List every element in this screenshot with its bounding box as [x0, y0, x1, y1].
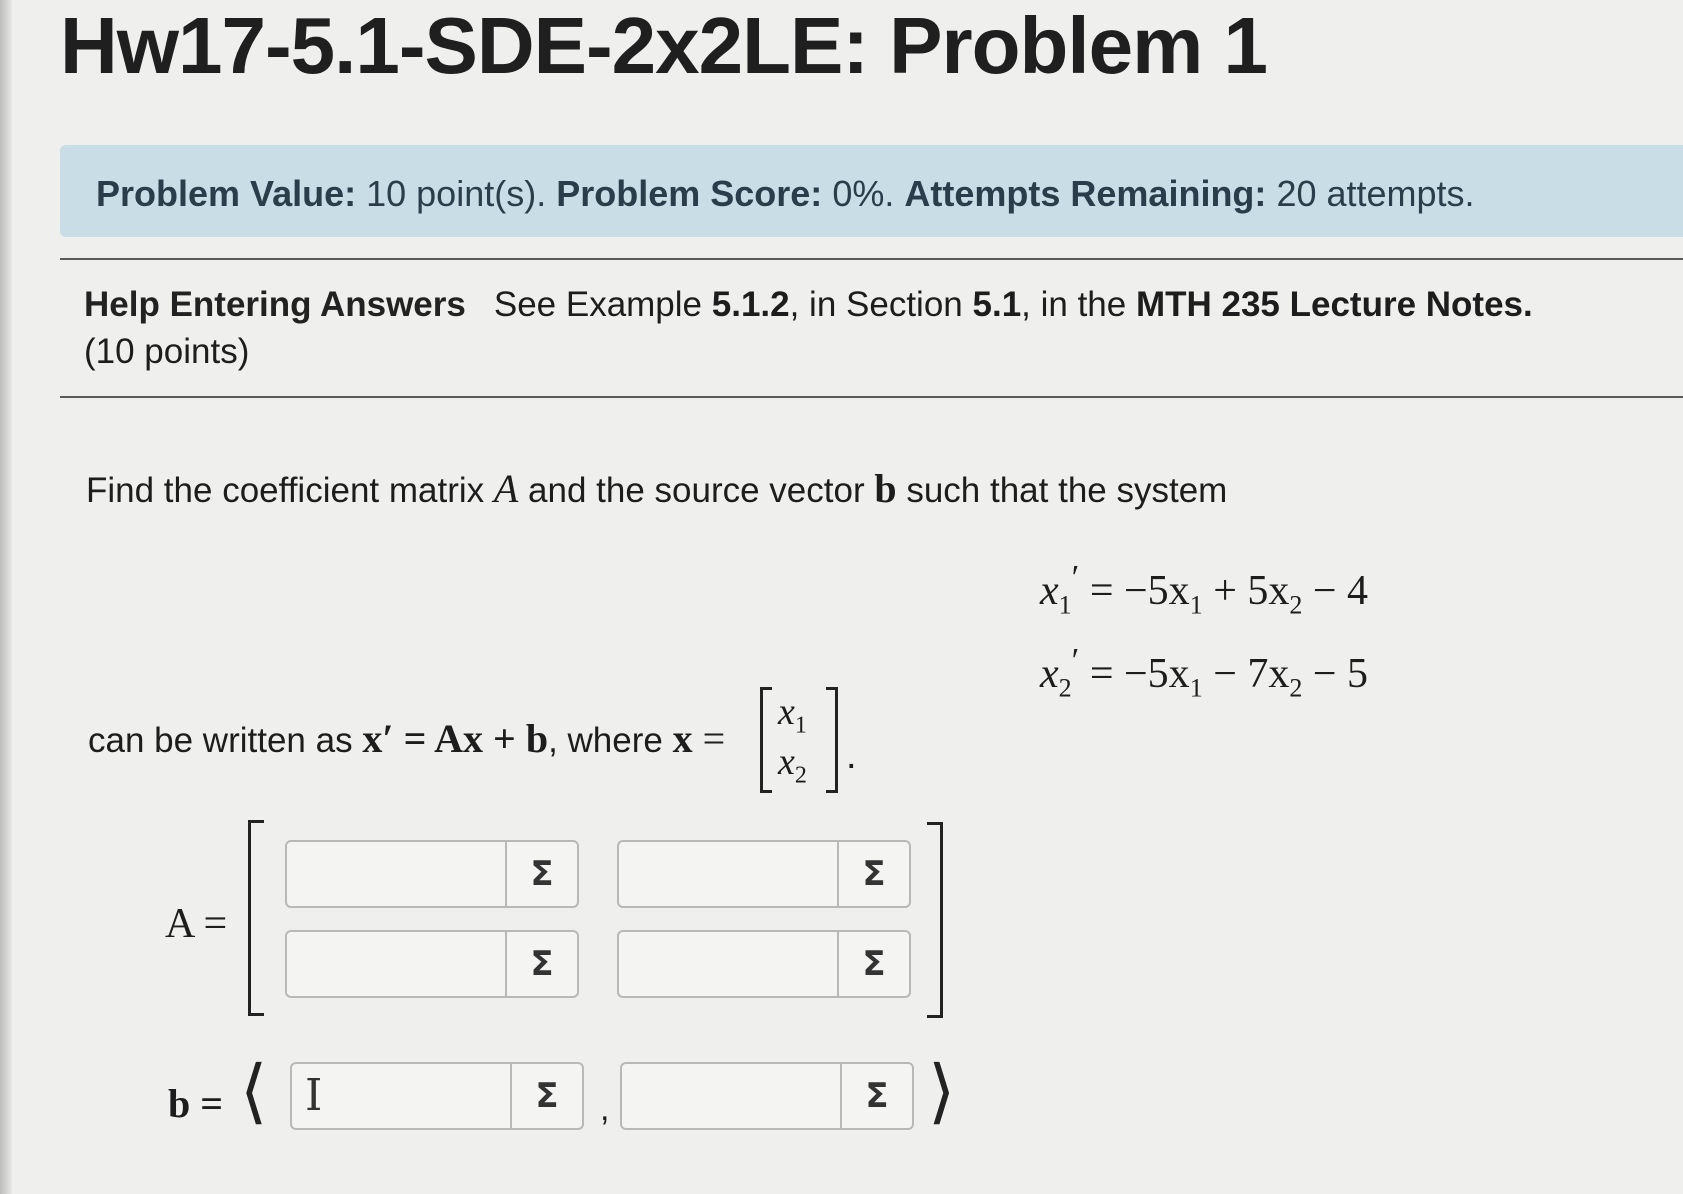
- equation-system: [1040, 550, 1368, 717]
- x-vector-x2: $x_2$: [778, 741, 807, 789]
- matrix-form-statement: [88, 715, 725, 762]
- sigma-icon[interactable]: Σ: [862, 854, 886, 894]
- statement-text-3: such that the system: [896, 471, 1228, 510]
- statement-text-1: Find the coefficient matrix: [86, 471, 494, 510]
- written-equals: =: [692, 716, 726, 761]
- matrix-right-bracket: [927, 822, 943, 1018]
- sigma-icon[interactable]: Σ: [530, 944, 554, 984]
- help-example: 5.1.2: [711, 285, 790, 324]
- help-section: 5.1: [972, 285, 1022, 324]
- problem-value: 10 point(s).: [366, 173, 547, 214]
- problem-value-label: Problem Value:: [96, 173, 357, 214]
- written-text-1: can be written as: [88, 721, 363, 760]
- matrix-left-bracket: [248, 820, 264, 1016]
- help-line: [84, 285, 1533, 325]
- A11-answer-field[interactable]: [285, 840, 579, 908]
- statement-b: b: [874, 466, 897, 511]
- A22-input[interactable]: [619, 932, 839, 996]
- page-edge: [0, 0, 12, 1194]
- written-text-2: , where: [548, 721, 673, 760]
- help-text-mid2: , in the: [1021, 285, 1136, 324]
- sigma-icon[interactable]: Σ: [862, 944, 886, 984]
- help-notes: MTH 235 Lecture Notes.: [1135, 285, 1533, 324]
- page-title: Hw17-5.1-SDE-2x2LE: Problem 1: [60, 1, 1267, 90]
- A22-answer-field[interactable]: [617, 930, 911, 998]
- b-separator: ,: [600, 1090, 610, 1128]
- statement-text-2: and the source vector: [518, 471, 875, 510]
- problem-info-box: [60, 145, 1683, 237]
- left-angle-bracket-icon: ⟨: [240, 1050, 268, 1132]
- sigma-icon[interactable]: Σ: [535, 1076, 559, 1116]
- b2-answer-field[interactable]: [620, 1062, 914, 1130]
- statement-A: A: [493, 466, 519, 511]
- help-entering-answers-link[interactable]: Help Entering Answers: [84, 285, 466, 324]
- problem-score: 0%.: [832, 173, 895, 214]
- x-vector-right-bracket: [826, 687, 838, 793]
- attempts-label: Attempts Remaining:: [904, 173, 1267, 214]
- sentence-period: .: [846, 735, 857, 777]
- sigma-icon[interactable]: Σ: [530, 854, 554, 894]
- x-vector-x1: $x_1$: [778, 691, 807, 739]
- problem-score-label: Problem Score:: [556, 173, 823, 214]
- x-vector: [760, 690, 838, 790]
- A21-input[interactable]: [287, 932, 507, 996]
- sigma-icon[interactable]: Σ: [865, 1076, 889, 1116]
- equation-2: $x_2' = -5x_1 - 7x_2 - 5$: [1040, 641, 1369, 703]
- problem-statement: [86, 465, 1227, 512]
- b-label: b =: [168, 1081, 224, 1126]
- A12-input[interactable]: [619, 842, 839, 906]
- A-label: A =: [165, 901, 228, 947]
- A12-answer-field[interactable]: [617, 840, 911, 908]
- b2-input[interactable]: [622, 1064, 842, 1128]
- equation-1: $x_1' = -5x_1 + 5x_2 - 4$: [1040, 558, 1369, 620]
- b1-input[interactable]: [292, 1064, 512, 1128]
- divider-bottom: [60, 396, 1683, 398]
- text-cursor-icon: I: [305, 1070, 323, 1121]
- written-x: x: [672, 716, 693, 761]
- matrix-equation: x′ = Ax + b: [362, 716, 549, 761]
- right-angle-bracket-icon: ⟩: [928, 1050, 956, 1132]
- divider-top: [60, 258, 1683, 260]
- b1-answer-field[interactable]: [290, 1062, 584, 1130]
- help-text-pre: See Example: [493, 285, 712, 324]
- x-vector-left-bracket: [760, 687, 772, 793]
- help-text-mid: , in Section: [789, 285, 973, 324]
- attempts-remaining: 20 attempts.: [1276, 173, 1475, 214]
- A11-input[interactable]: [287, 842, 507, 906]
- A21-answer-field[interactable]: [285, 930, 579, 998]
- problem-points: (10 points): [84, 332, 250, 371]
